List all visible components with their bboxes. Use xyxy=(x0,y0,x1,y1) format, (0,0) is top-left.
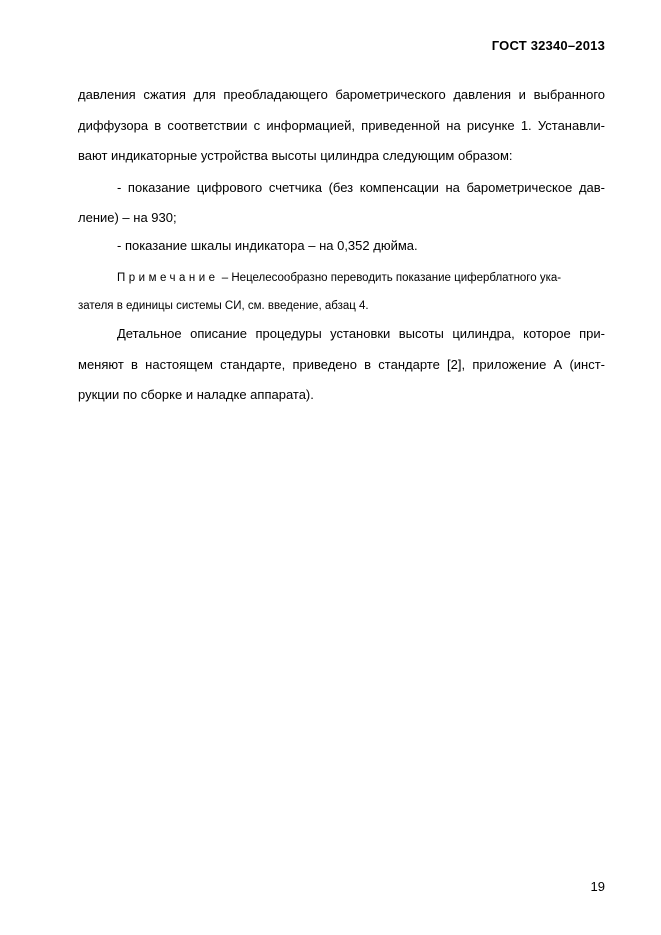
document-header-standard-id: ГОСТ 32340–2013 xyxy=(491,38,605,53)
paragraph-1-line-1: давления сжатия для преобладающего барометрического давления и выбранного xyxy=(78,87,605,102)
note-text: – Нецелесообразно переводить показание циферблатного ука- xyxy=(218,272,562,284)
paragraph-1-line-2: диффузора в соответствии с информацией, приведенной на рисунке 1. Устанавли- xyxy=(78,118,605,133)
paragraph-1-line-3: вают индикаторные устройства высоты цилиндра следующим образом: xyxy=(78,148,513,163)
page-number: 19 xyxy=(590,879,605,894)
note-label: Примечание xyxy=(117,272,219,284)
paragraph-2-line-1: Детальное описание процедуры установки высоты цилиндра, которое при- xyxy=(117,326,605,341)
paragraph-2-line-2: меняют в настоящем стандарте, приведено в стандарте [2], приложение А (инст- xyxy=(78,357,605,372)
note-line-1 xyxy=(117,270,605,286)
list-item-1-line-1: - показание цифрового счетчика (без компенсации на барометрическое дав- xyxy=(117,180,605,195)
paragraph-2-line-3: рукции по сборке и наладке аппарата). xyxy=(78,387,314,402)
note-line-2: зателя в единицы системы СИ, см. введение, абзац 4. xyxy=(78,300,369,312)
list-item-2-line-1: - показание шкалы индикатора – на 0,352 дюйма. xyxy=(117,238,418,253)
list-item-1-line-2: ление) – на 930; xyxy=(78,210,177,225)
